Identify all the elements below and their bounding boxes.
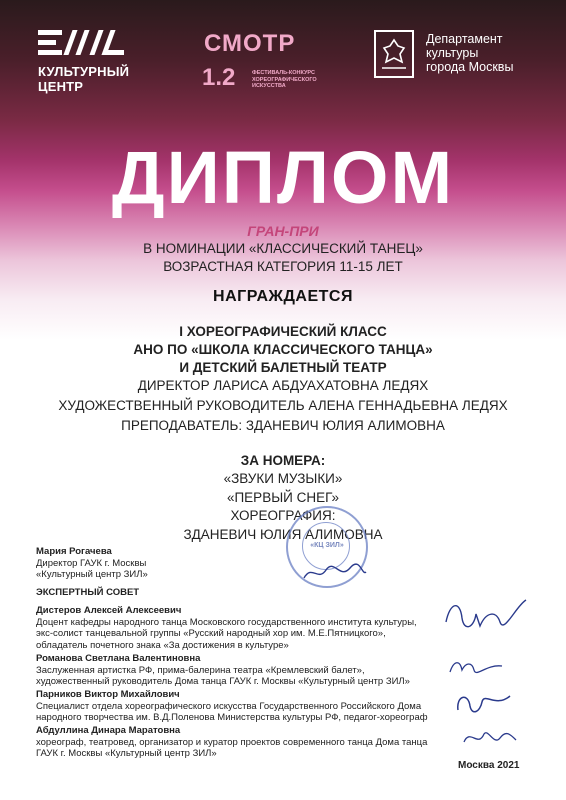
nomination: В НОМИНАЦИИ «КЛАССИЧЕСКИЙ ТАНЕЦ»: [143, 241, 423, 256]
expert-desc: хореограф, театровед, организатор и куратор проектов современного танца Дома танца: [36, 736, 428, 748]
expert-3: [36, 689, 428, 724]
moscow-crest-icon: [374, 30, 414, 78]
number-item-2: «ПЕРВЫЙ СНЕГ»: [226, 490, 340, 505]
recipient-director: ДИРЕКТОР ЛАРИСА АБДУАХАТОВНА ЛЕДЯХ: [137, 378, 429, 393]
dept-line-3: города Москвы: [426, 60, 514, 74]
stamp-text: «КЦ ЗИЛ»: [310, 542, 344, 549]
number-item-1: «ЗВУКИ МУЗЫКИ»: [223, 471, 343, 486]
expert-name: Парников Виктор Михайлович: [36, 689, 180, 700]
awarded-heading: НАГРАЖДАЕТСЯ: [213, 288, 353, 305]
dept-line-1: Департамент: [426, 32, 503, 46]
expert-name: Романова Светлана Валентиновна: [36, 653, 201, 664]
smotr-subtitle: ФЕСТИВАЛЬ-КОНКУРС ХОРЕОГРАФИЧЕСКОГО ИСКУССТВА: [252, 70, 317, 89]
expert-desc: Доцент кафедры народного танца Московского государственного института культуры,: [36, 616, 417, 628]
choreographer-name: ЗДАНЕВИЧ ЮЛИЯ АЛИМОВНА: [183, 527, 383, 542]
smotr-number: 1.2: [202, 64, 236, 91]
smotr-word: СМОТР: [204, 30, 296, 57]
recipient-line-2: АНО ПО «ШКОЛА КЛАССИЧЕСКОГО ТАНЦА»: [133, 342, 433, 357]
dept-line-2: культуры: [426, 46, 479, 60]
expert-desc: экс-солист танцевальной группы «Русский народный хор им. М.Е.Пятницкого»,: [36, 628, 386, 639]
grand-prix: ГРАН-ПРИ: [247, 223, 319, 239]
expert-3-signature: [452, 686, 514, 720]
expert-2: [36, 653, 410, 688]
expert-council-heading: ЭКСПЕРТНЫЙ СОВЕТ: [36, 587, 140, 598]
age-category: ВОЗРАСТНАЯ КАТЕГОРИЯ 11-15 ЛЕТ: [163, 259, 403, 274]
city-year: Москва 2021: [458, 760, 520, 771]
expert-1: [36, 605, 417, 651]
expert-name: Абдуллина Динара Маратовна: [36, 725, 181, 736]
smotr-logo: [202, 30, 342, 94]
director-role-2: «Культурный центр ЗИЛ»: [36, 569, 148, 580]
zil-logo: [38, 30, 124, 56]
director-block: [36, 546, 148, 581]
expert-desc: обладатель почетного знака «За достижения в культуре»: [36, 639, 289, 651]
expert-desc: народного творчества им. В.Д.Поленова Министерства культуры РФ, педагог-хореограф: [36, 712, 428, 723]
diploma-title: ДИПЛОМ: [111, 136, 455, 219]
recipient-line-1: I ХОРЕОГРАФИЧЕСКИЙ КЛАСС: [179, 324, 387, 339]
culture-center-label: [38, 64, 129, 94]
director-name: Мария Рогачева: [36, 546, 112, 557]
expert-name: Дистеров Алексей Алексеевич: [36, 605, 182, 616]
choreography-label: ХОРЕОГРАФИЯ:: [230, 508, 336, 523]
expert-1-signature: [440, 592, 530, 638]
recipient-art-director: ХУДОЖЕСТВЕННЫЙ РУКОВОДИТЕЛЬ АЛЕНА ГЕННАДЬЕВНА ЛЕДЯХ: [58, 398, 508, 413]
center-line-1: КУЛЬТУРНЫЙ: [38, 64, 130, 79]
center-line-2: ЦЕНТР: [38, 79, 84, 94]
recipient-teacher: ПРЕПОДАВАТЕЛЬ: ЗДАНЕВИЧ ЮЛИЯ АЛИМОВНА: [121, 418, 445, 433]
expert-desc: Специалист отдела хореографического искусства Государственного Российского Дома: [36, 700, 422, 712]
numbers-heading: ЗА НОМЕРА:: [240, 453, 326, 468]
department-label: [426, 32, 513, 74]
expert-2-signature: [446, 654, 506, 680]
director-role-1: Директор ГАУК г. Москвы: [36, 557, 147, 569]
director-signature: [300, 562, 370, 584]
expert-desc: ГАУК г. Москвы «Культурный центр ЗИЛ»: [36, 748, 217, 759]
expert-4: [36, 725, 427, 760]
expert-desc: художественный руководитель Дома танца ГАУК г. Москвы «Культурный центр ЗИЛ»: [36, 676, 410, 687]
recipient-line-3: И ДЕТСКИЙ БАЛЕТНЫЙ ТЕАТР: [179, 360, 387, 375]
expert-desc: Заслуженная артистка РФ, прима-балерина театра «Кремлевский балет»,: [36, 664, 365, 676]
expert-4-signature: [460, 724, 520, 750]
